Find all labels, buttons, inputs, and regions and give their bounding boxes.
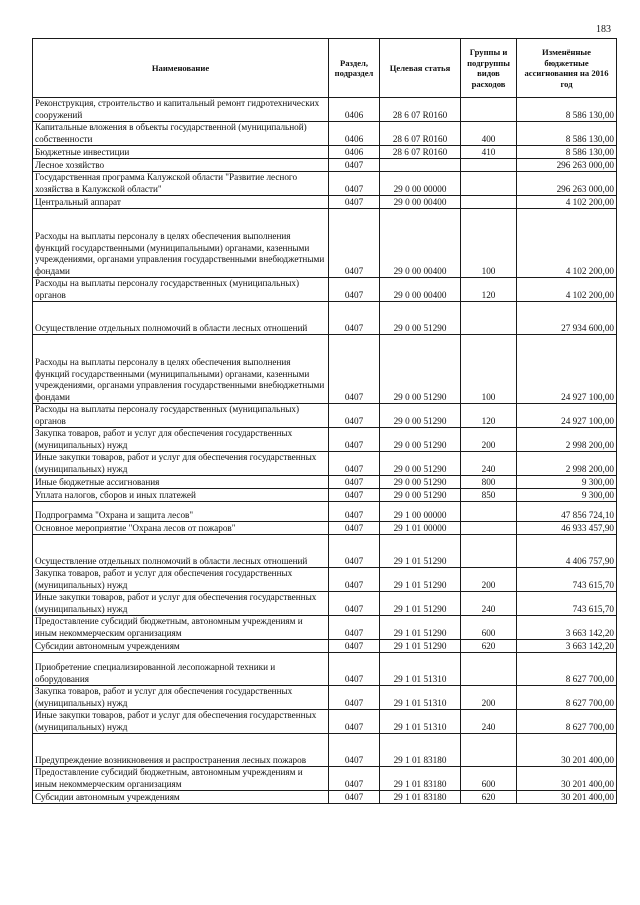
cell-name: Лесное хозяйство [33,159,329,172]
cell-group: 200 [461,568,517,592]
cell-amount: 30 201 400,00 [517,791,617,804]
cell-group: 600 [461,616,517,640]
header-name: Наименование [33,39,329,98]
cell-name: Центральный аппарат [33,196,329,209]
cell-section: 0407 [329,476,380,489]
cell-section: 0406 [329,98,380,122]
cell-target: 29 1 01 51310 [380,686,461,710]
cell-section: 0407 [329,502,380,522]
cell-group [461,535,517,568]
table-row [33,172,617,196]
cell-amount: 47 856 724,10 [517,502,617,522]
table-row [33,209,617,278]
cell-section: 0407 [329,302,380,335]
table-row [33,734,617,767]
table-row [33,791,617,804]
cell-group: 400 [461,122,517,146]
cell-target: 29 0 00 51290 [380,404,461,428]
header-amount: Изменённые бюджетные ассигнования на 2016 год [517,39,617,98]
cell-group: 240 [461,452,517,476]
cell-amount: 8 627 700,00 [517,710,617,734]
table-row [33,502,617,522]
table-row [33,452,617,476]
cell-section: 0407 [329,653,380,686]
table-row [33,568,617,592]
cell-amount: 4 406 757,90 [517,535,617,568]
cell-amount: 9 300,00 [517,476,617,489]
cell-group [461,502,517,522]
cell-amount: 4 102 200,00 [517,278,617,302]
cell-target: 29 0 00 51290 [380,335,461,404]
table-row [33,122,617,146]
cell-name: Осуществление отдельных полномочий в области лесных отношений [33,302,329,335]
cell-group: 620 [461,791,517,804]
cell-name: Закупка товаров, работ и услуг для обеспечения государственных (муниципальных) нужд [33,428,329,452]
cell-name: Бюджетные инвестиции [33,146,329,159]
cell-amount: 296 263 000,00 [517,159,617,172]
cell-target: 29 0 00 00400 [380,278,461,302]
cell-target: 29 1 01 51290 [380,616,461,640]
cell-target: 29 0 00 00000 [380,172,461,196]
cell-section: 0407 [329,404,380,428]
table-row [33,686,617,710]
cell-name: Иные бюджетные ассигнования [33,476,329,489]
cell-amount: 2 998 200,00 [517,428,617,452]
table-row [33,159,617,172]
cell-section: 0407 [329,209,380,278]
cell-group: 240 [461,710,517,734]
cell-group [461,196,517,209]
table-row [33,535,617,568]
table-row [33,489,617,502]
table-body [33,98,617,804]
cell-amount: 8 586 130,00 [517,146,617,159]
cell-target: 29 0 00 51290 [380,452,461,476]
cell-name: Закупка товаров, работ и услуг для обеспечения государственных (муниципальных) нужд [33,568,329,592]
table-row [33,710,617,734]
cell-target: 29 0 00 00400 [380,196,461,209]
cell-group: 200 [461,428,517,452]
cell-target: 28 6 07 R0160 [380,98,461,122]
cell-group: 600 [461,767,517,791]
table-row [33,640,617,653]
cell-section: 0407 [329,592,380,616]
cell-name: Субсидии автономным учреждениям [33,640,329,653]
cell-group [461,734,517,767]
cell-group: 100 [461,335,517,404]
cell-amount: 30 201 400,00 [517,767,617,791]
table-row [33,278,617,302]
cell-group: 100 [461,209,517,278]
table-row [33,653,617,686]
cell-group [461,302,517,335]
cell-group: 200 [461,686,517,710]
cell-group: 850 [461,489,517,502]
cell-group: 410 [461,146,517,159]
cell-name: Приобретение специализированной лесопожарной техники и оборудования [33,653,329,686]
cell-amount: 24 927 100,00 [517,404,617,428]
cell-section: 0407 [329,686,380,710]
cell-section: 0407 [329,522,380,535]
cell-name: Предоставление субсидий бюджетным, автономным учреждениям и иным некоммерческим организациям [33,767,329,791]
table-row [33,196,617,209]
cell-name: Предупреждение возникновения и распространения лесных пожаров [33,734,329,767]
table-row [33,428,617,452]
cell-section: 0407 [329,172,380,196]
cell-target: 29 1 01 51290 [380,568,461,592]
cell-amount: 3 663 142,20 [517,640,617,653]
cell-target: 29 1 01 00000 [380,522,461,535]
cell-amount: 27 934 600,00 [517,302,617,335]
table-header-row [33,39,617,98]
cell-section: 0407 [329,568,380,592]
cell-section: 0407 [329,535,380,568]
cell-name: Расходы на выплаты персоналу в целях обеспечения выполнения функций государственными (муниципальными) органами, казенными учреждениями, органами управления государственными внебюджетными фондами [33,209,329,278]
cell-amount: 296 263 000,00 [517,172,617,196]
cell-amount: 9 300,00 [517,489,617,502]
cell-target: 29 1 01 51290 [380,640,461,653]
cell-group: 240 [461,592,517,616]
table-row [33,522,617,535]
page-number: 183 [596,24,611,35]
cell-section: 0407 [329,489,380,502]
cell-amount: 8 586 130,00 [517,98,617,122]
cell-section: 0407 [329,734,380,767]
cell-name: Основное мероприятие "Охрана лесов от пожаров" [33,522,329,535]
cell-amount: 8 586 130,00 [517,122,617,146]
cell-amount: 46 933 457,90 [517,522,617,535]
cell-amount: 4 102 200,00 [517,196,617,209]
cell-group: 620 [461,640,517,653]
cell-target: 29 0 00 51290 [380,476,461,489]
cell-group [461,653,517,686]
cell-section: 0407 [329,710,380,734]
cell-name: Субсидии автономным учреждениям [33,791,329,804]
cell-target: 29 1 01 51310 [380,653,461,686]
budget-table [32,38,617,804]
cell-section: 0407 [329,428,380,452]
cell-section: 0407 [329,335,380,404]
cell-name: Уплата налогов, сборов и иных платежей [33,489,329,502]
table-row [33,767,617,791]
table-row [33,476,617,489]
cell-group [461,522,517,535]
cell-target: 28 6 07 R0160 [380,122,461,146]
cell-target: 29 0 00 51290 [380,489,461,502]
cell-group [461,98,517,122]
cell-target: 29 1 01 51290 [380,535,461,568]
table-row [33,98,617,122]
cell-target: 29 1 01 83180 [380,791,461,804]
cell-amount: 4 102 200,00 [517,209,617,278]
table-row [33,302,617,335]
cell-target: 29 1 00 00000 [380,502,461,522]
cell-name: Подпрограмма "Охрана и защита лесов" [33,502,329,522]
cell-section: 0407 [329,159,380,172]
cell-target: 29 1 01 83180 [380,734,461,767]
cell-name: Реконструкция, строительство и капитальный ремонт гидротехнических сооружений [33,98,329,122]
cell-target: 29 1 01 51290 [380,592,461,616]
cell-group: 120 [461,404,517,428]
cell-name: Расходы на выплаты персоналу государственных (муниципальных) органов [33,404,329,428]
cell-section: 0407 [329,791,380,804]
cell-amount: 8 627 700,00 [517,686,617,710]
cell-name: Расходы на выплаты персоналу в целях обеспечения выполнения функций государственными (муниципальными) органами, казенными учреждениями, органами управления государственными внебюджетными фондами [33,335,329,404]
cell-group [461,159,517,172]
cell-section: 0407 [329,767,380,791]
cell-amount: 2 998 200,00 [517,452,617,476]
cell-amount: 743 615,70 [517,568,617,592]
cell-amount: 743 615,70 [517,592,617,616]
cell-name: Закупка товаров, работ и услуг для обеспечения государственных (муниципальных) нужд [33,686,329,710]
header-group: Группы и подгруппы видов расходов [461,39,517,98]
cell-section: 0406 [329,146,380,159]
cell-section: 0407 [329,278,380,302]
cell-amount: 8 627 700,00 [517,653,617,686]
cell-target: 29 0 00 51290 [380,302,461,335]
cell-section: 0407 [329,616,380,640]
cell-group [461,172,517,196]
cell-target: 29 1 01 51310 [380,710,461,734]
cell-target: 29 1 01 83180 [380,767,461,791]
cell-name: Расходы на выплаты персоналу государственных (муниципальных) органов [33,278,329,302]
cell-amount: 24 927 100,00 [517,335,617,404]
table-row [33,404,617,428]
cell-target: 29 0 00 00400 [380,209,461,278]
cell-group: 120 [461,278,517,302]
header-target: Целевая статья [380,39,461,98]
cell-section: 0407 [329,196,380,209]
table-row [33,335,617,404]
cell-name: Иные закупки товаров, работ и услуг для обеспечения государственных (муниципальных) нужд [33,710,329,734]
cell-name: Иные закупки товаров, работ и услуг для обеспечения государственных (муниципальных) нужд [33,452,329,476]
cell-amount: 3 663 142,20 [517,616,617,640]
cell-name: Государственная программа Калужской области "Развитие лесного хозяйства в Калужской области" [33,172,329,196]
cell-section: 0407 [329,452,380,476]
cell-target: 29 0 00 51290 [380,428,461,452]
cell-name: Предоставление субсидий бюджетным, автономным учреждениям и иным некоммерческим организациям [33,616,329,640]
cell-target [380,159,461,172]
cell-section: 0406 [329,122,380,146]
cell-target: 28 6 07 R0160 [380,146,461,159]
table-row [33,592,617,616]
cell-group: 800 [461,476,517,489]
cell-amount: 30 201 400,00 [517,734,617,767]
header-section: Раздел, подраздел [329,39,380,98]
table-row [33,616,617,640]
cell-name: Осуществление отдельных полномочий в области лесных отношений [33,535,329,568]
cell-section: 0407 [329,640,380,653]
cell-name: Капитальные вложения в объекты государственной (муниципальной) собственности [33,122,329,146]
table-row [33,146,617,159]
cell-name: Иные закупки товаров, работ и услуг для обеспечения государственных (муниципальных) нужд [33,592,329,616]
